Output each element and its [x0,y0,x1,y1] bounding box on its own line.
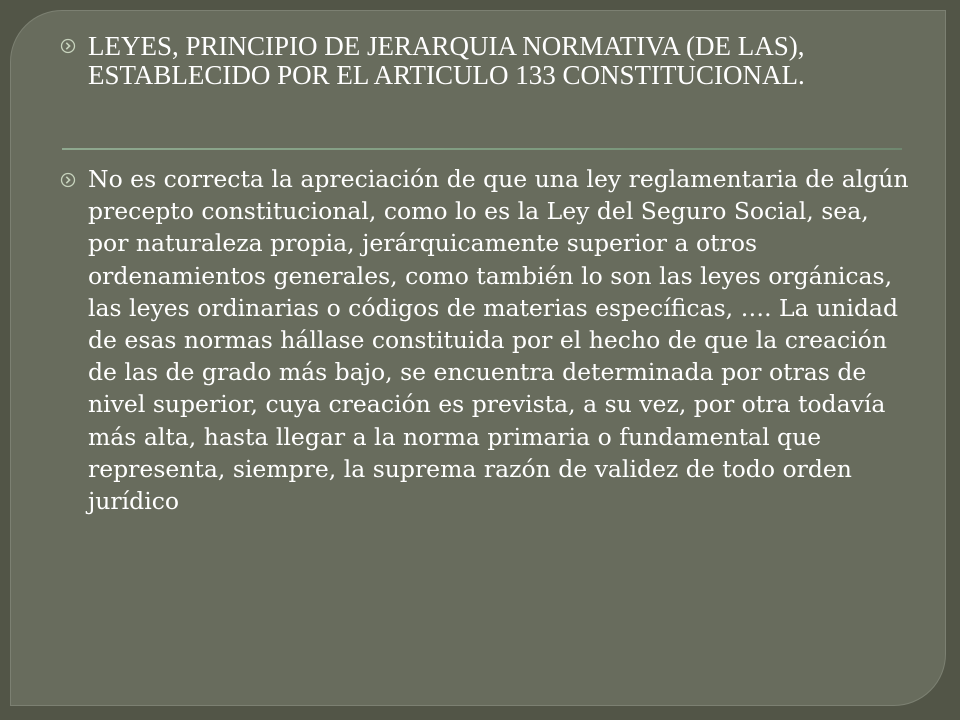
circled-chevron-right-icon [60,38,76,54]
circled-chevron-right-icon [60,172,76,188]
title-bullet-row [60,32,900,90]
slide-body-block [60,163,910,517]
title-divider [62,148,902,150]
slide-body-text: No es correcta la apreciación de que una ley reglamentaria de algún precepto constitucional, como lo es la Ley del Seguro Social, sea, por naturaleza propia, jerárquicamente superior a otros ordenamientos generales, como también lo son las leyes orgánicas, las leyes ordinarias o códigos de materias específicas, …. La unidad de esas normas hállase constituida por el hecho de que la creación de las de grado más bajo, se encuentra determinada por otras de nivel superior, cuya creación es prevista, a su vez, por otra todavía más alta, hasta llegar a la norma primaria o fundamental que representa, siempre, la suprema razón de validez de todo orden jurídico [88,165,909,516]
slide-title: LEYES, PRINCIPIO DE JERARQUIA NORMATIVA (DE LAS), ESTABLECIDO POR EL ARTICULO 133 CONSTITUCIONAL. [88,31,805,90]
body-bullet-row [60,163,910,517]
slide-title-block [60,32,900,90]
